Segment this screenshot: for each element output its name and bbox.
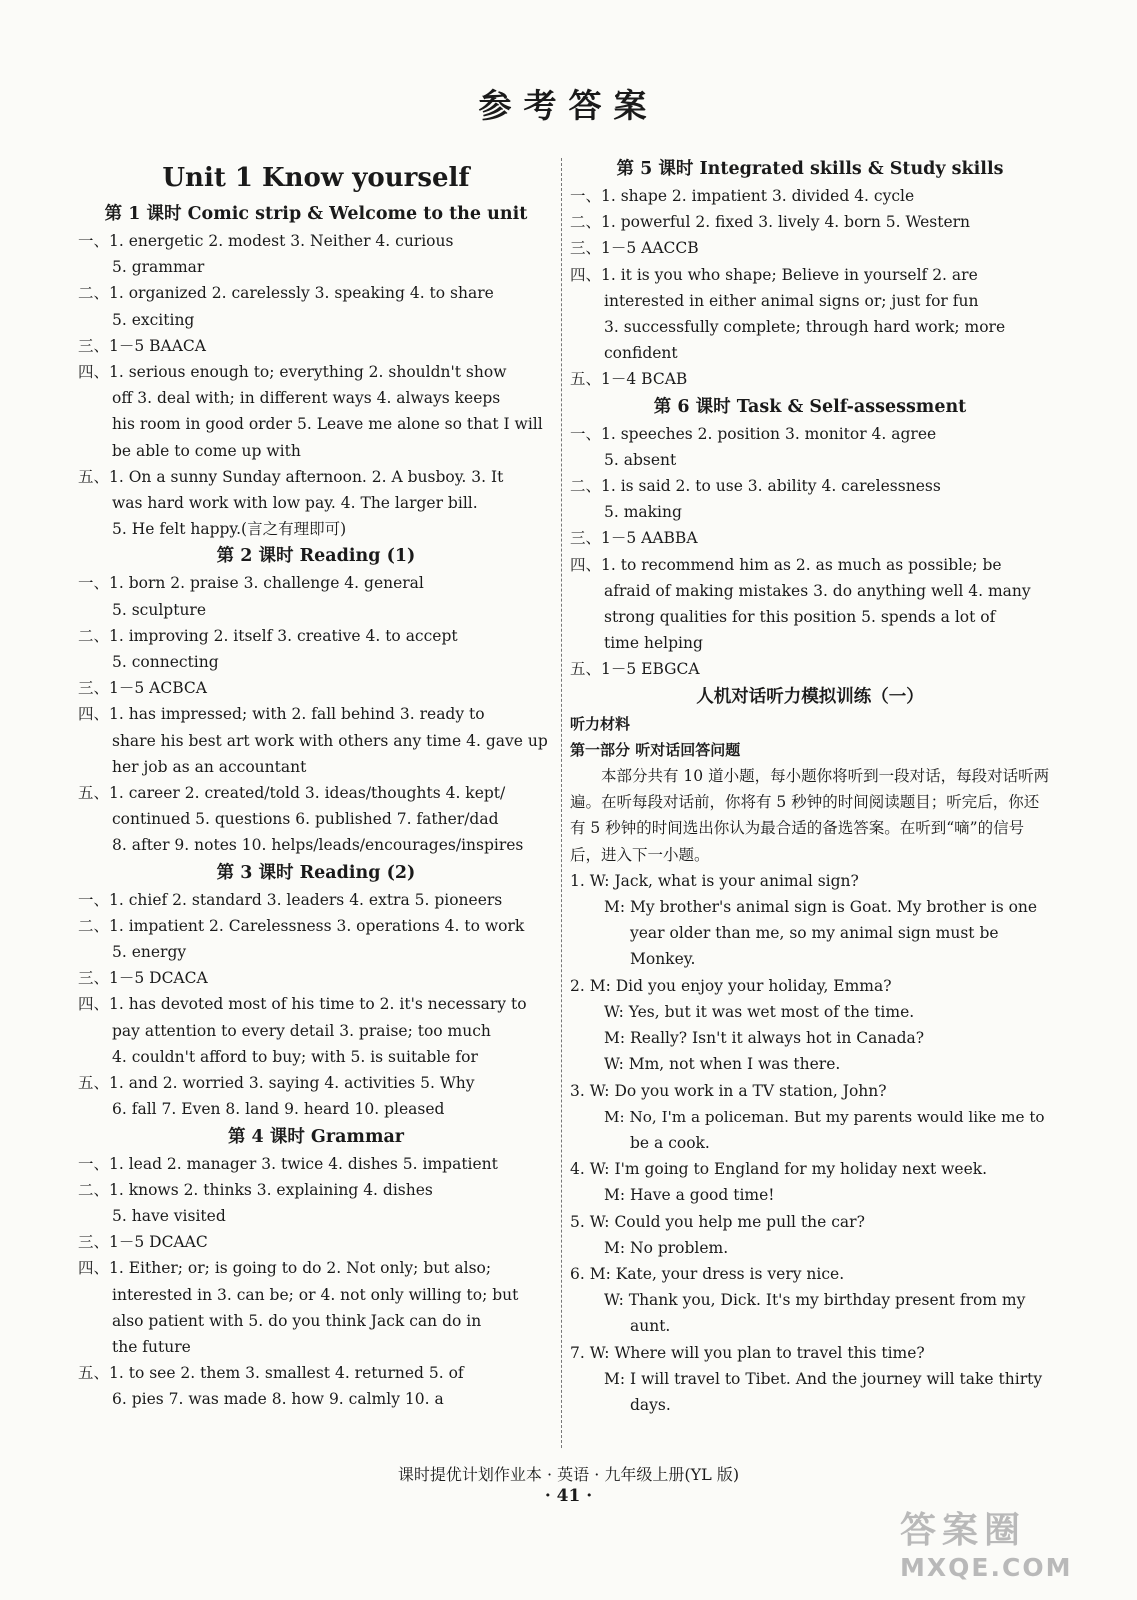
answer-line: 1. W: Jack, what is your animal sign? xyxy=(570,871,859,890)
answer-line: 5. making xyxy=(604,503,682,522)
answer-line: 一、1. energetic 2. modest 3. Neither 4. curious xyxy=(78,232,454,250)
answer-line: 二、1. organized 2. carelessly 3. speaking 4. to share xyxy=(78,284,494,303)
answer-line: 五、1. and 2. worried 3. saying 4. activities 5. Why xyxy=(78,1074,475,1093)
answer-line: 4. couldn't afford to buy; with 5. is suitable for xyxy=(112,1047,478,1066)
answer-line: strong qualities for this position 5. spends a lot of xyxy=(604,608,996,627)
answer-line: 2. M: Did you enjoy your holiday, Emma? xyxy=(570,976,892,995)
answer-line: 5. He felt happy.(言之有理即可) xyxy=(112,520,347,539)
answer-line: W: Thank you, Dick. It's my birthday present from my xyxy=(604,1291,1026,1310)
answer-line: 二、1. is said 2. to use 3. ability 4. carelessness xyxy=(570,477,941,496)
answer-line: 3. W: Do you work in a TV station, John? xyxy=(570,1081,887,1100)
answer-line: M: Have a good time! xyxy=(604,1186,775,1205)
answer-line: 四、1. has impressed; with 2. fall behind 3. ready to xyxy=(78,705,485,724)
answer-line: 一、1. lead 2. manager 3. twice 4. dishes 5. impatient xyxy=(78,1154,498,1173)
answer-line: 3. successfully complete; through hard work; more xyxy=(604,318,1006,337)
watermark-logo xyxy=(900,1508,1120,1590)
answer-line: off 3. deal with; in different ways 4. always keeps xyxy=(112,389,501,408)
answer-line: 四、1. has devoted most of his time to 2. it's necessary to xyxy=(78,995,527,1014)
answer-line: 二、1. improving 2. itself 3. creative 4. to accept xyxy=(78,626,458,645)
answer-line: afraid of making mistakes 3. do anything well 4. many xyxy=(604,581,1031,600)
answer-line: aunt. xyxy=(630,1317,671,1336)
answer-line: his room in good order 5. Leave me alone so that I will xyxy=(112,415,543,434)
answer-line: 5. energy xyxy=(112,943,187,962)
answer-line: 三、1－5 AABBA xyxy=(570,529,698,548)
page-title: 参考答案 xyxy=(478,86,659,125)
answer-line: share his best art work with others any time 4. gave up xyxy=(112,731,548,750)
answer-line: year older than me, so my animal sign must be xyxy=(630,924,999,943)
right-column xyxy=(570,155,1050,1418)
left-column xyxy=(78,155,554,1413)
answer-line: 四、1. Either; or; is going to do 2. Not only; but also; xyxy=(78,1259,492,1278)
answer-line: 五、1－5 EBGCA xyxy=(570,660,700,679)
answer-line: 五、1－4 BCAB xyxy=(570,370,688,389)
answer-line: W: Yes, but it was wet most of the time. xyxy=(604,1002,915,1021)
answer-line: 三、1－5 AACCB xyxy=(570,239,699,258)
answer-line: 6. pies 7. was made 8. how 9. calmly 10. a xyxy=(112,1390,444,1409)
answer-line: M: My brother's animal sign is Goat. My brother is one xyxy=(604,898,1038,917)
answer-line: 5. connecting xyxy=(112,653,219,672)
unit-title: Unit 1 Know yourself xyxy=(162,163,470,193)
answer-line: 二、1. knows 2. thinks 3. explaining 4. dishes xyxy=(78,1180,433,1199)
answer-line: be a cook. xyxy=(630,1133,710,1152)
watermark-url: MXQE.COM xyxy=(900,1553,1073,1582)
answer-line: 5. W: Could you help me pull the car? xyxy=(570,1212,865,1231)
answer-line: continued 5. questions 6. published 7. father/dad xyxy=(112,810,499,829)
lesson-heading: 第 4 课时 Grammar xyxy=(227,1126,405,1147)
answer-line: 6. M: Kate, your dress is very nice. xyxy=(570,1264,845,1283)
column-divider xyxy=(561,158,562,1448)
answer-line: M: I will travel to Tibet. And the journey will take thirty xyxy=(604,1369,1043,1388)
answer-line: 五、1. career 2. created/told 3. ideas/thoughts 4. kept/ xyxy=(78,784,506,803)
answer-line: days. xyxy=(630,1395,671,1414)
answer-line: 5. exciting xyxy=(112,310,195,329)
lesson-heading: 第 5 课时 Integrated skills & Study skills xyxy=(616,159,1004,179)
instruction-paragraph: 本部分共有 10 道小题，每小题你将听到一段对话，每段对话听两遍。在听每段对话前，你将有 5 秒钟的时间阅读题目；听完后，你还有 5 秒钟的时间选出你认为最合适的备选答案。在听到“嘀”的信号后，进入下一小题。 xyxy=(570,767,1050,864)
lesson-heading: 第 2 课时 Reading (1) xyxy=(216,546,416,567)
answer-line: 三、1－5 BAACA xyxy=(78,336,206,355)
answer-line: interested in 3. can be; or 4. not only willing to; but xyxy=(112,1285,519,1304)
answer-line: was hard work with low pay. 4. The larger bill. xyxy=(112,494,478,513)
answer-line: 二、1. impatient 2. Carelessness 3. operations 4. to work xyxy=(78,916,525,935)
answer-line: 三、1－5 DCACA xyxy=(78,969,208,988)
footer-book-title: 课时提优计划作业本 · 英语 · 九年级上册(YL 版) xyxy=(397,1465,740,1484)
answer-line: interested in either animal signs or; just for fun xyxy=(604,291,979,310)
answer-line: M: No problem. xyxy=(604,1238,729,1257)
answer-line: 8. after 9. notes 10. helps/leads/encourages/inspires xyxy=(112,836,524,855)
answer-line: M: No, I'm a policeman. But my parents would like me to xyxy=(604,1107,1045,1126)
answer-line: 四、1. it is you who shape; Believe in yourself 2. are xyxy=(570,265,978,284)
lesson-heading: 第 3 课时 Reading (2) xyxy=(216,862,416,883)
answer-line: time helping xyxy=(604,634,703,653)
answer-line: 五、1. to see 2. them 3. smallest 4. returned 5. of xyxy=(78,1364,464,1383)
section-heading: 听力材料 xyxy=(570,714,631,733)
answer-line: 6. fall 7. Even 8. land 9. heard 10. pleased xyxy=(112,1100,445,1119)
answer-line: also patient with 5. do you think Jack can do in xyxy=(112,1311,482,1330)
answer-line: 二、1. powerful 2. fixed 3. lively 4. born 5. Western xyxy=(570,213,971,232)
answer-line: 4. W: I'm going to England for my holiday next week. xyxy=(570,1160,988,1179)
watermark-logo-text: 答案圈 xyxy=(900,1510,1027,1551)
answer-line: 五、1. On a sunny Sunday afternoon. 2. A busboy. 3. It xyxy=(78,467,504,486)
answer-line: 一、1. shape 2. impatient 3. divided 4. cycle xyxy=(570,187,915,205)
answer-line: 四、1. serious enough to; everything 2. shouldn't show xyxy=(78,363,507,382)
answer-line: M: Really? Isn't it always hot in Canada? xyxy=(604,1029,925,1048)
answer-line: 5. grammar xyxy=(112,258,205,277)
answer-line: 一、1. speeches 2. position 3. monitor 4. agree xyxy=(570,424,937,443)
answer-line: 一、1. born 2. praise 3. challenge 4. general xyxy=(78,574,424,593)
answer-line: 一、1. chief 2. standard 3. leaders 4. extra 5. pioneers xyxy=(78,890,503,909)
answer-line: 四、1. to recommend him as 2. as much as possible; be xyxy=(570,555,1002,574)
section-heading: 第一部分 听对话回答问题 xyxy=(570,740,741,759)
answer-line: confident xyxy=(604,344,678,363)
answer-line: Monkey. xyxy=(630,950,696,969)
answer-line: 三、1－5 DCAAC xyxy=(78,1233,208,1252)
lesson-heading: 第 1 课时 Comic strip & Welcome to the unit xyxy=(104,204,528,224)
lesson-heading: 人机对话听力模拟训练（一） xyxy=(696,686,924,707)
answer-line: W: Mm, not when I was there. xyxy=(604,1055,841,1074)
answer-line: 5. sculpture xyxy=(112,600,207,619)
lesson-heading: 第 6 课时 Task & Self-assessment xyxy=(653,396,967,417)
answer-line: pay attention to every detail 3. praise; too much xyxy=(112,1021,491,1040)
answer-line: 三、1－5 ACBCA xyxy=(78,679,207,698)
answer-line: 5. have visited xyxy=(112,1206,226,1225)
answer-line: her job as an accountant xyxy=(112,757,307,776)
answer-line: 5. absent xyxy=(604,450,677,469)
answer-line: 7. W: Where will you plan to travel this time? xyxy=(570,1343,925,1362)
answer-line: be able to come up with xyxy=(112,441,301,460)
page-number: · 41 · xyxy=(544,1486,593,1506)
answer-line: the future xyxy=(112,1337,191,1356)
